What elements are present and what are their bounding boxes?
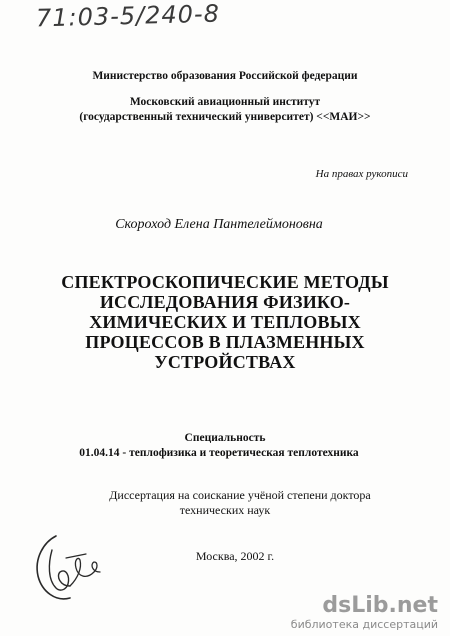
place-and-year: Москва, 2002 г. xyxy=(195,549,275,563)
title-line: ПРОЦЕССОВ В ПЛАЗМЕННЫХ xyxy=(85,332,365,352)
dissertation-line: технических наук xyxy=(179,503,271,517)
title-line: СПЕКТРОСКОПИЧЕСКИЕ МЕТОДЫ xyxy=(61,272,389,292)
university-line: (государственный технический университет) <<МАИ>> xyxy=(79,111,371,123)
title-line: УСТРОЙСТВАХ xyxy=(154,352,296,372)
watermark-subtitle: библиотека диссертаций xyxy=(290,618,438,631)
handwritten-signature xyxy=(26,528,118,612)
title-line: ХИМИЧЕСКИХ И ТЕПЛОВЫХ xyxy=(89,312,361,332)
watermark-logo: dsLib.net xyxy=(322,593,438,618)
dissertation-statement xyxy=(0,488,450,518)
ministry-line: Министерство образования Российской федерации xyxy=(92,70,358,82)
title-line: ИССЛЕДОВАНИЯ ФИЗИКО- xyxy=(99,292,351,312)
author-name: Скороход Елена Пантелеймоновна xyxy=(115,217,323,232)
specialty-label: Специальность xyxy=(184,432,266,444)
dissertation-line: Диссертация на соискание учёной степени доктора xyxy=(109,488,371,502)
dslib-watermark xyxy=(291,594,438,631)
thesis-title xyxy=(0,272,450,372)
rights-note: На правах рукописи xyxy=(315,168,408,180)
specialty-code: 01.04.14 - теплофизика и теоретическая теплотехника xyxy=(79,447,359,459)
institute-line: Московский авиационный институт xyxy=(129,96,321,108)
library-stamp-number: 71:03-5/240-8 xyxy=(35,0,221,33)
